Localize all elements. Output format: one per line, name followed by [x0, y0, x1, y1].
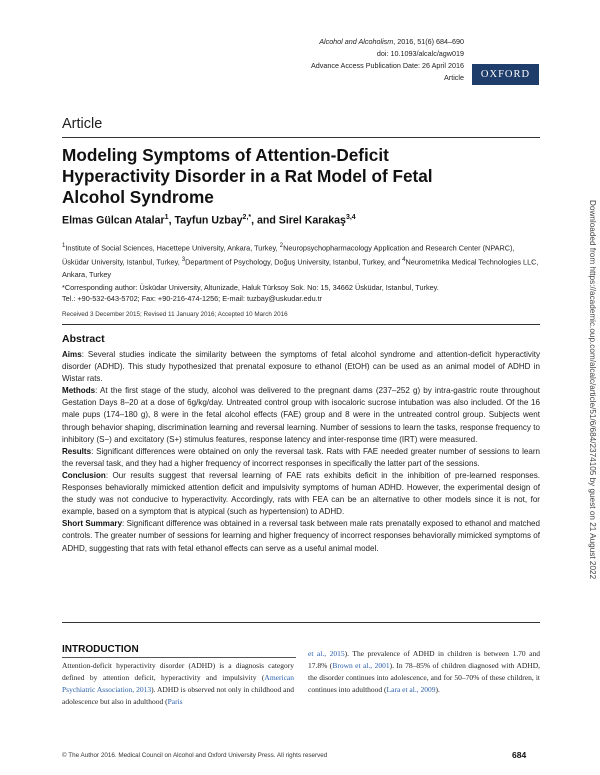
affiliations: [62, 240, 540, 281]
introduction-underline: [62, 657, 296, 658]
affil-2: Neuropsychopharmacology Application and Research Center (NPARC), Üsküdar University, Istanbul, Turkey,: [62, 243, 515, 267]
author-2[interactable]: Tayfun Uzbay: [174, 214, 243, 227]
aims-label: Aims: [62, 350, 82, 359]
advance-access-date: Advance Access Publication Date: 26 April 2016: [310, 61, 464, 70]
aims-text: : Several studies indicate the similarity between the symptoms of fetal alcohol syndrome and attention-deficit hyperactivity disorder (ADHD). This study hypothesized that prenatal exposure to ethanol (EtOH) can be used as an animal model of ADHD in Wistar rats.: [62, 350, 540, 384]
abstract-methods: [62, 385, 540, 445]
intro-text-5: ).: [435, 685, 440, 695]
oxford-logo-text: OXFORD: [480, 69, 531, 80]
correspondence-address: *Corresponding author: Üsküdar University, Altunizade, Haluk Türksoy Sok. No: 15, 34662 Üsküdar, Istanbul, Turkey.: [62, 283, 439, 292]
author-separator-1: ,: [168, 214, 175, 227]
intro-text-4: ). In 78–85% of children diagnosed with ADHD, the disorder continues into adolescence, and for 50–70% of these children, it continues into adulthood (: [308, 661, 540, 695]
intro-text-3: ). The prevalence of ADHD in children is between 1.70 and 17.8% (: [308, 649, 540, 671]
citation-link[interactable]: et al., 2015: [308, 649, 345, 658]
summary-label: Short Summary: [62, 519, 123, 529]
results-label: Results: [62, 446, 92, 456]
correspondence: [62, 282, 540, 304]
citation-link[interactable]: American Psychiatric Association, 2013: [62, 673, 294, 695]
methods-text: : At the first stage of the study, alcohol was delivered to the pregnant dams (237–252 g) by intra-gastric route throughout Gestation Days 8–20 at a dose of 6g/kg/day. Untreated control group with isocaloric sucrose intubation was also included. Of the 16 male pups (174–180 g), 8 were in the fetal alcohol effects (FAE) group and 8 were in the untreated control group. Subjects went through behavior shaping, discrimination learning and reversal learning. Number of sessions to learn the tasks, response frequency to inhibitory (S−) and excitatory (S+) stimulus features, response latency and inter-response time (IRT) were measured.: [62, 386, 540, 444]
affil-3: Department of Psychology, Doğuş University, Istanbul, Turkey, and: [185, 257, 403, 267]
abstract-heading: Abstract: [62, 333, 105, 345]
affil-marker-3: 3: [181, 256, 186, 264]
author-2-affil: 2,: [242, 214, 249, 221]
citation-text: , 2016, 51(6) 684–690: [393, 37, 464, 46]
conclusion-text: : Our results suggest that reversal learning of FAE rats exhibits deficit in the inhibition of pre-learned responses. Responses behaviorally mimicked attention deficit and impulsivity symptoms of human ADHD. However, the experimental design of the study was not conducive to hyperactivity. Accordingly, rats with FEA can be an alternative to other models since it is not, for example, based on a symptom that is atypical (such as hypertension) to ADHD.: [62, 470, 540, 517]
download-watermark: [586, 200, 598, 730]
affil-marker-1: 1: [62, 242, 66, 249]
abstract-conclusion: [62, 470, 540, 518]
download-watermark-text: Downloaded from https://academic.oup.com/alcalc/article/51/6/684/2374105 by guest on 21 August 2022: [588, 200, 597, 580]
doi[interactable]: doi: 10.1093/alcalc/agw019: [376, 49, 464, 58]
copyright-notice: © The Author 2016. Medical Council on Alcohol and Oxford University Press. All rights reserved: [62, 752, 328, 759]
intro-text-2: ). ADHD is observed not only in childhood and adolescence but also in adulthood (: [62, 685, 294, 707]
methods-label: Methods: [62, 386, 96, 396]
article-type: Article: [444, 73, 464, 82]
intro-column-left: [62, 660, 294, 708]
affil-marker-2: 2: [279, 242, 284, 249]
affil-4: Neurometrika Medical Technologies LLC, Ankara, Turkey: [62, 257, 539, 279]
abstract-divider-top: [62, 324, 540, 325]
author-3-affil: 3,4: [345, 214, 356, 221]
affil-1: Institute of Social Sciences, Hacettepe University, Ankara, Turkey,: [65, 243, 280, 253]
author-3[interactable]: Sirel Karakaş: [278, 214, 346, 227]
author-list: [62, 214, 356, 227]
author-separator-2: , and: [251, 214, 279, 227]
abstract-results: [62, 446, 540, 470]
correspondence-contact[interactable]: Tel.: +90-532-643-5702; Fax: +90-216-474-1256; E-mail: tuzbay@uskudar.edu.tr: [62, 294, 323, 303]
results-text: : Significant differences were obtained on only the reversal task. Rats with FAE needed greater number of sessions to learn the reversal task, and they had a higher frequency of incorrect responses in specifically the latter part of the sessions.: [62, 446, 540, 468]
intro-column-right: [308, 648, 540, 696]
page-number: 684: [512, 750, 527, 760]
intro-text-1: Attention-deficit hyperactivity disorder (ADHD) is a diagnosis category defined by attention deficit, hyperactivity and impulsivity (: [62, 661, 294, 683]
article-title: Modeling Symptoms of Attention-Deficit Hyperactivity Disorder in a Rat Model of Fetal Alcohol Syndrome: [62, 145, 433, 207]
citation-link[interactable]: Brown et al., 2001: [332, 661, 390, 671]
conclusion-label: Conclusion: [62, 470, 106, 480]
abstract-aims: [62, 349, 540, 385]
section-label: Article: [62, 116, 103, 132]
abstract-divider-bottom: [62, 622, 540, 623]
citation-link[interactable]: Lara et al., 2009: [386, 685, 436, 695]
journal-info: [311, 36, 464, 84]
journal-name: Alcohol and Alcoholism: [319, 37, 394, 46]
journal-citation: [311, 36, 464, 48]
top-divider: [62, 137, 540, 138]
corresponding-star: *: [248, 214, 252, 221]
affil-marker-4: 4: [402, 256, 406, 264]
abstract-body: [62, 349, 540, 555]
oxford-logo: [472, 64, 539, 85]
received-dates: Received 3 December 2015; Revised 11 January 2016; Accepted 10 March 2016: [62, 311, 288, 318]
abstract-short-summary: [62, 518, 540, 554]
citation-link[interactable]: Paris: [167, 697, 183, 707]
summary-text: : Significant difference was obtained in a reversal task between male rats prenatally exposed to ethanol and matched controls. The greater number of sessions for learning and higher frequency of incorrect responses behaviorally mimicked symptoms of ADHD, suggesting that rats with fetal ethanol effects can serve as a useful animal model.: [62, 519, 540, 553]
author-1[interactable]: Elmas Gülcan Atalar: [62, 214, 165, 227]
introduction-heading: INTRODUCTION: [62, 644, 139, 655]
author-1-affil: 1: [164, 214, 169, 221]
